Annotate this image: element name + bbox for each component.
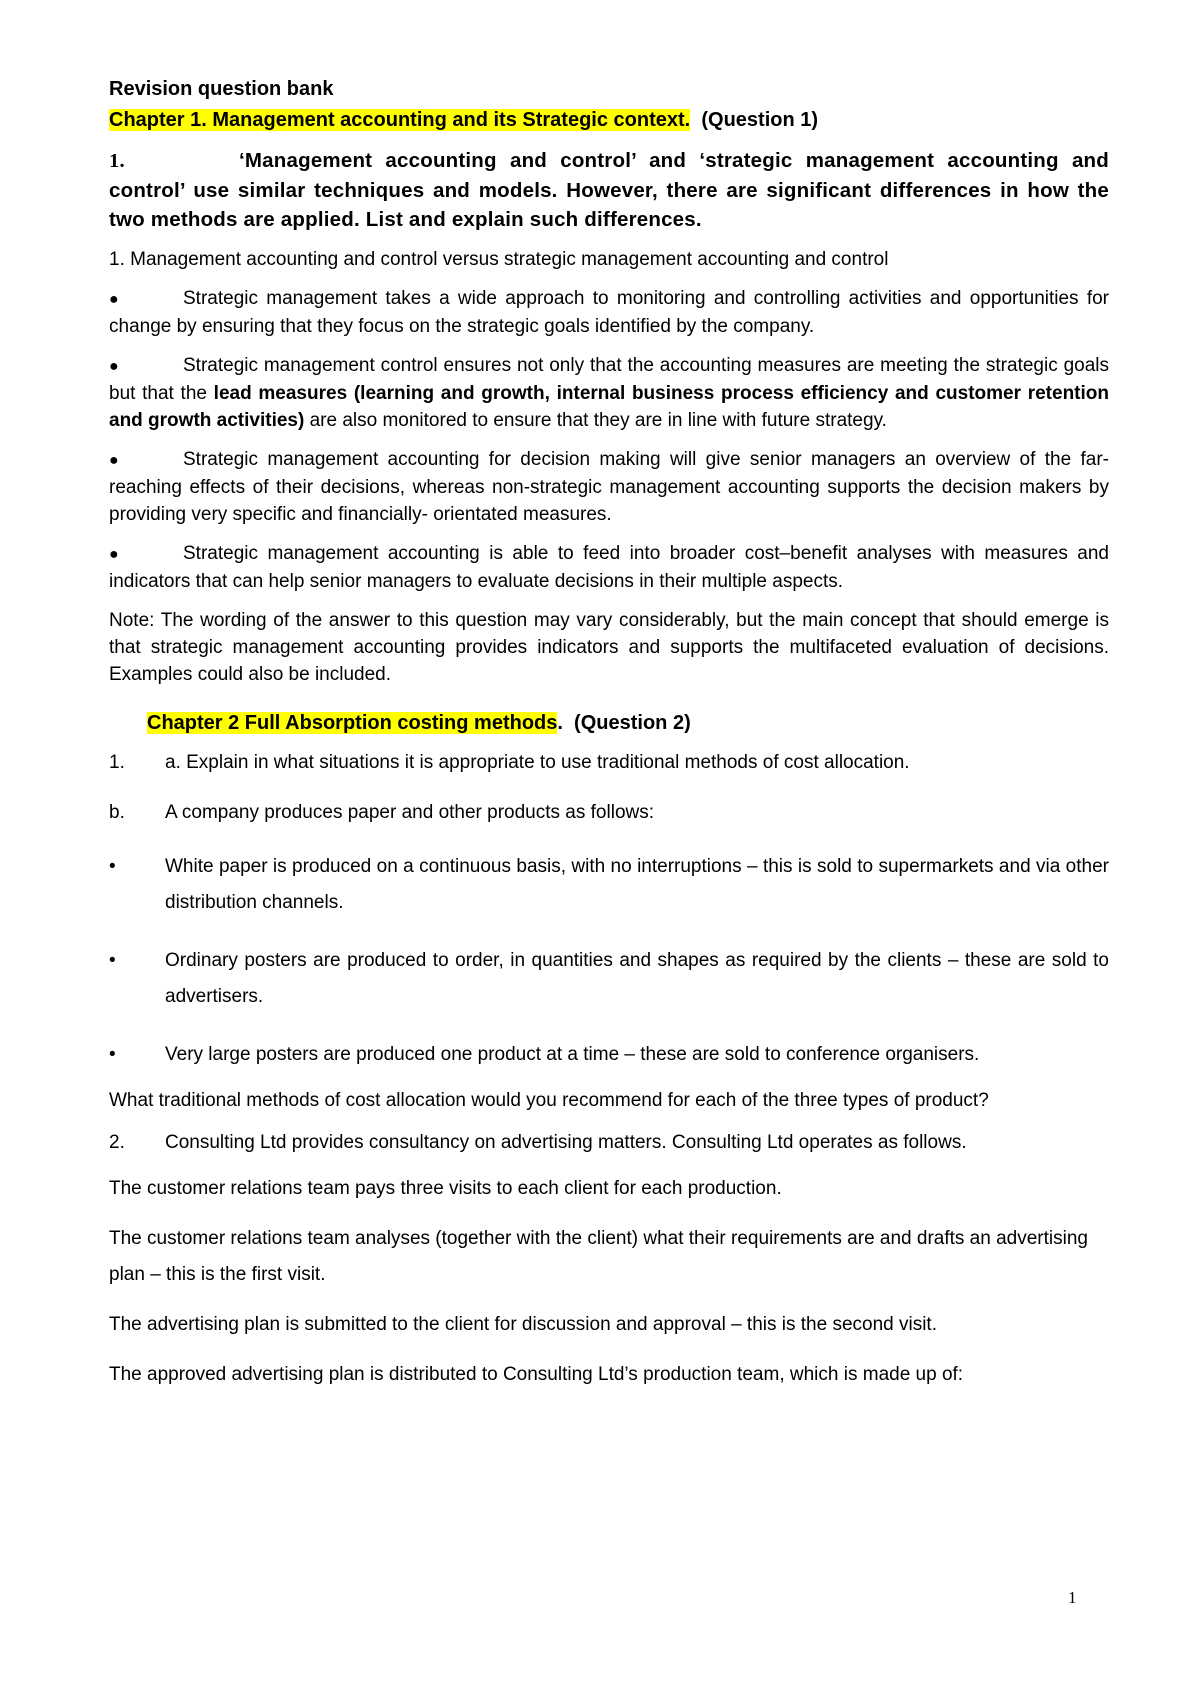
bullet-icon: •	[109, 856, 116, 877]
answer-bullet-text: Strategic management takes a wide approach to monitoring and controlling activities and opportunities for change by ensuring that they focus on the strategic goals identified by the company.	[109, 288, 1109, 337]
question-1	[109, 146, 1109, 234]
answer-intro: 1. Management accounting and control versus strategic management accounting and control	[109, 249, 889, 270]
chapter-2-title: Chapter 2 Full Absorption costing methods	[147, 712, 558, 734]
bullet-icon: •	[109, 1044, 116, 1065]
answer-bullet	[109, 446, 1109, 528]
product-bullet-text: Ordinary posters are produced to order, in quantities and shapes as required by the clients – these are sold to advertisers.	[165, 950, 1109, 1007]
answer-bullet	[109, 285, 1109, 340]
product-bullet	[109, 943, 1109, 1015]
question-2-part-a	[109, 749, 1109, 777]
question-1-number: 1.	[109, 150, 125, 172]
answer-bullet	[109, 540, 1109, 595]
consulting-paragraph: The customer relations team analyses (together with the client) what their requirements are and drafts an advertising plan – this is the first visit.	[109, 1228, 1088, 1285]
chapter-1-question-tag: (Question 1)	[690, 109, 819, 131]
page-number: 1	[1068, 1588, 1077, 1607]
answer-bullet-text: Strategic management accounting is able to feed into broader cost–benefit analyses with measures and indicators that can help senior managers to evaluate decisions in their multiple aspects.	[109, 543, 1109, 592]
bullet-icon: ●	[109, 546, 119, 563]
product-bullet	[109, 849, 1109, 921]
item-text: A company produces paper and other products as follows:	[165, 802, 655, 823]
answer-bullet-text: Strategic management control ensures not only that the accounting measures are meeting the strategic goals but that the	[109, 355, 1109, 404]
question-2-item-2	[109, 1129, 1109, 1157]
question-2-part-b	[109, 799, 1109, 827]
item-label: b.	[109, 802, 125, 823]
consulting-paragraph: The customer relations team pays three visits to each client for each production.	[109, 1178, 782, 1199]
bullet-icon: ●	[109, 452, 119, 469]
item-label: 2.	[109, 1132, 125, 1153]
product-bullet-text: Very large posters are produced one product at a time – these are sold to conference organisers.	[165, 1044, 980, 1065]
answer-bullet-text-end: are also monitored to ensure that they are in line with future strategy.	[304, 410, 887, 431]
chapter-2-question-tag: . (Question 2)	[557, 712, 691, 734]
question-1-text: ‘Management accounting and control’ and ‘strategic management accounting and control’ use similar techniques and models. However, there are significant differences in how the two methods are applied. List and explain such differences.	[109, 149, 1109, 231]
consulting-paragraph: The approved advertising plan is distributed to Consulting Ltd’s production team, which is made up of:	[109, 1364, 964, 1385]
lead-measures-text: lead measures (learning and growth, internal business process efficiency and customer retention and growth activities)	[109, 383, 1109, 431]
document-title: Revision question bank	[109, 78, 334, 100]
recommend-question: What traditional methods of cost allocation would you recommend for each of the three types of product?	[109, 1090, 989, 1111]
item-text: a. Explain in what situations it is appropriate to use traditional methods of cost allocation.	[165, 752, 910, 773]
document-page	[109, 78, 1109, 1411]
item-text: Consulting Ltd provides consultancy on advertising matters. Consulting Ltd operates as follows.	[165, 1132, 967, 1153]
chapter-2-heading	[147, 712, 1109, 735]
answer-bullet-text: Strategic management accounting for decision making will give senior managers an overview of the far-reaching effects of their decisions, whereas non-strategic management accounting supports the decision makers by providing very specific and financially- orientated measures.	[109, 449, 1109, 525]
bullet-icon: •	[109, 950, 116, 971]
bullet-icon: ●	[109, 291, 119, 308]
product-bullet-text: White paper is produced on a continuous basis, with no interruptions – this is sold to supermarkets and via other distribution channels.	[165, 856, 1109, 913]
chapter-1-heading	[109, 109, 1109, 132]
bullet-icon: ●	[109, 358, 119, 375]
answer-note: Note: The wording of the answer to this question may vary considerably, but the main concept that should emerge is that strategic management accounting provides indicators and supports the multifaceted evaluation of decisions. Examples could also be included.	[109, 610, 1109, 685]
product-bullet	[109, 1037, 1109, 1073]
chapter-1-title: Chapter 1. Management accounting and its Strategic context.	[109, 109, 691, 131]
consulting-paragraph: The advertising plan is submitted to the client for discussion and approval – this is the second visit.	[109, 1314, 937, 1335]
item-label: 1.	[109, 752, 125, 773]
answer-bullet	[109, 352, 1109, 434]
